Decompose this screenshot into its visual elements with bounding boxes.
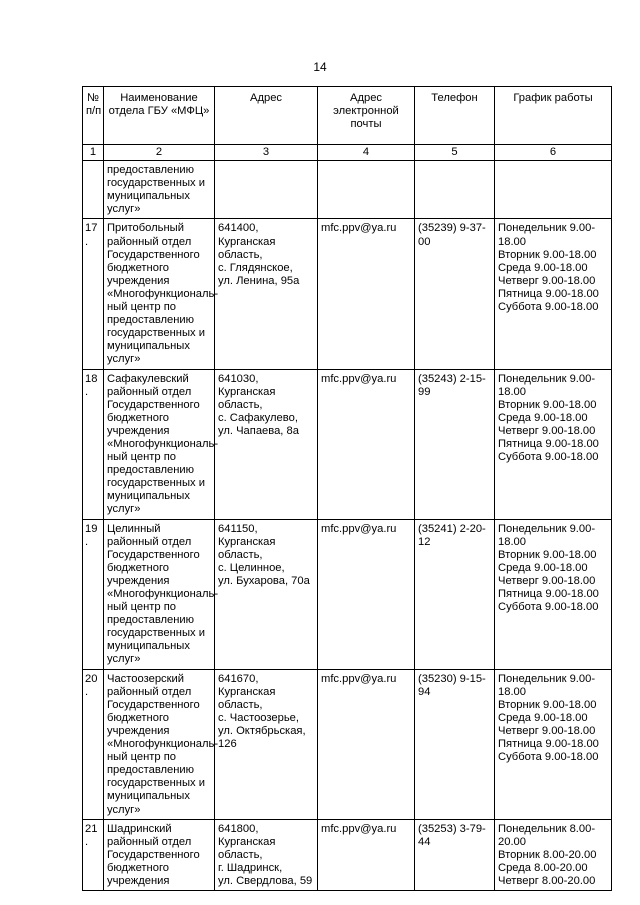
text-line: Курганская: [218, 235, 276, 248]
text-line: Четверг 9.00-18.00: [498, 274, 596, 287]
phone: [415, 219, 495, 369]
address: [215, 369, 318, 519]
text-line: (35239) 9-37-: [418, 222, 486, 235]
text-line: Адрес: [249, 92, 283, 104]
text-line: почты: [350, 118, 382, 131]
schedule: [495, 819, 612, 890]
text-line: государственных и: [107, 477, 205, 490]
row-number: [83, 161, 104, 219]
text-line: Вторник 9.00-18.00: [498, 698, 597, 711]
department-name: [104, 219, 219, 369]
header-cell: [318, 87, 415, 145]
text-line: Вторник 9.00-18.00: [498, 398, 597, 411]
phone: [415, 519, 495, 669]
page-number: 14: [313, 60, 327, 74]
text-line: бюджетного: [107, 261, 169, 274]
text-line: 18.00: [498, 535, 526, 548]
text-line: Шадринский: [107, 822, 172, 835]
header-cell: [495, 87, 612, 145]
text-line: Вторник 8.00-20.00: [498, 848, 597, 861]
text-line: п/п: [86, 105, 102, 118]
department-name: [104, 819, 215, 890]
address: [215, 161, 318, 219]
column-number: 2: [104, 145, 215, 161]
text-line: 18.00: [498, 385, 526, 398]
text-line: Целинный: [107, 522, 161, 535]
text-line: Суббота 9.00-18.00: [498, 301, 599, 314]
text-line: 641150,: [218, 522, 258, 535]
email: mfc.ppv@ya.ru: [318, 819, 415, 890]
text-line: Суббота 9.00-18.00: [498, 451, 599, 464]
text-line: График работы: [513, 92, 593, 104]
schedule: [495, 219, 612, 369]
text-line: область,: [218, 698, 263, 711]
text-line: Курганская: [218, 685, 276, 698]
text-line: районный отдел: [107, 535, 192, 548]
text-line: 20.00: [498, 835, 526, 848]
text-line: Четверг 9.00-18.00: [498, 424, 596, 437]
department-name: [104, 669, 219, 819]
email: mfc.ppv@ya.ru: [318, 369, 415, 519]
continuation-row: [83, 161, 612, 219]
address: [215, 819, 318, 890]
text-line: бюджетного: [107, 561, 169, 574]
text-line: учреждения: [107, 274, 170, 287]
text-line: Понедельник 9.00-: [498, 672, 596, 685]
text-line: область,: [218, 398, 263, 411]
text-line: Четверг 9.00-18.00: [498, 724, 596, 737]
table-row: [83, 819, 612, 890]
header-cell: [83, 87, 104, 145]
department-name: [104, 519, 219, 669]
text-line: ный центр по: [107, 601, 176, 614]
text-line: 94: [418, 685, 431, 698]
text-line: Притобольный: [107, 222, 184, 235]
text-line: предоставлению: [107, 164, 195, 177]
department-name: [104, 369, 219, 519]
text-line: «Многофункциональ-: [107, 738, 219, 751]
text-line: Пятница 9.00-18.00: [498, 588, 599, 600]
text-line: 641670,: [218, 672, 259, 685]
text-line: Четверг 9.00-18.00: [498, 574, 596, 587]
text-line: государственных и: [107, 177, 205, 190]
text-line: с. Глядянское,: [218, 261, 293, 274]
text-line: 641800,: [218, 822, 259, 835]
text-line: отдела ГБУ «МФЦ»: [108, 105, 210, 118]
row-number: 17.: [83, 219, 104, 369]
row-number: 18.: [83, 369, 104, 519]
column-number-row: [83, 145, 612, 161]
text-line: с. Частоозерье,: [218, 711, 300, 724]
text-line: Понедельник 9.00-: [498, 522, 596, 535]
text-line: государственных и: [107, 777, 205, 790]
text-line: ул. Бухарова, 70а: [218, 574, 310, 587]
text-line: услуг»: [107, 203, 141, 216]
email: mfc.ppv@ya.ru: [318, 519, 415, 669]
text-line: ный центр по: [107, 451, 176, 464]
text-line: Курганская: [218, 385, 276, 398]
header-cell: [104, 87, 215, 145]
column-number: 5: [415, 145, 495, 161]
column-number: 1: [83, 145, 104, 161]
schedule: [495, 519, 612, 669]
text-line: бюджетного: [107, 711, 169, 724]
phone: [415, 369, 495, 519]
text-line: с. Сафакулево,: [218, 411, 298, 424]
text-line: Телефон: [431, 92, 478, 104]
phone: [415, 669, 495, 819]
text-line: (35253) 3-79-: [418, 822, 486, 835]
text-line: районный отдел: [107, 685, 192, 698]
text-line: Пятница 9.00-18.00: [498, 287, 599, 300]
column-number: 4: [318, 145, 415, 161]
text-line: услуг»: [107, 653, 141, 666]
text-line: Среда 9.00-18.00: [498, 261, 588, 274]
text-line: районный отдел: [107, 235, 192, 248]
text-line: область,: [218, 548, 263, 561]
text-line: Четверг 8.00-20.00: [498, 874, 596, 887]
text-line: районный отдел: [107, 385, 192, 398]
table-row: [83, 519, 612, 669]
text-line: Вторник 9.00-18.00: [498, 248, 597, 261]
text-line: (35243) 2-15-: [418, 372, 486, 385]
text-line: государственных и: [107, 327, 205, 340]
text-line: «Многофункциональ-: [107, 437, 219, 450]
text-line: Понедельник 9.00-: [498, 372, 596, 385]
row-number: 20.: [83, 669, 104, 819]
header-cell: [415, 87, 495, 145]
text-line: область,: [218, 248, 263, 261]
text-line: «Многофункциональ-: [107, 287, 219, 300]
text-line: муниципальных: [107, 790, 190, 803]
text-line: Государственного: [107, 698, 200, 711]
text-line: Курганская: [218, 535, 276, 548]
text-line: Курганская: [218, 835, 276, 848]
text-line: учреждения: [107, 724, 170, 737]
text-line: 18.00: [498, 685, 526, 698]
text-line: ный центр по: [107, 751, 176, 764]
text-line: учреждения: [107, 874, 170, 887]
text-line: муниципальных: [107, 640, 190, 653]
text-line: районный отдел: [107, 835, 192, 848]
text-line: услуг»: [107, 503, 141, 516]
text-line: Государственного: [107, 848, 200, 861]
text-line: 12: [418, 535, 431, 548]
table-header-row: [83, 87, 612, 145]
text-line: Государственного: [107, 248, 200, 261]
text-line: предоставлению: [107, 314, 195, 327]
row-number: 19.: [83, 519, 104, 669]
text-line: Адрес: [349, 92, 383, 104]
text-line: 126: [218, 738, 237, 751]
text-line: Среда 9.00-18.00: [498, 711, 588, 724]
text-line: ул. Октябрьская,: [218, 724, 306, 737]
text-line: 99: [418, 385, 431, 398]
text-line: 641030,: [218, 372, 259, 385]
text-line: учреждения: [107, 574, 170, 587]
text-line: предоставлению: [107, 614, 195, 627]
column-number: 6: [495, 145, 612, 161]
column-number: 3: [215, 145, 318, 161]
text-line: 00: [418, 235, 431, 248]
text-line: №: [86, 92, 99, 104]
text-line: Понедельник 9.00-: [498, 222, 596, 235]
email: mfc.ppv@ya.ru: [318, 219, 415, 369]
table-row: [83, 669, 612, 819]
text-line: Понедельник 8.00-: [498, 822, 596, 835]
text-line: муниципальных: [107, 190, 190, 203]
text-line: услуг»: [107, 803, 141, 816]
schedule: [495, 669, 612, 819]
phone: [415, 819, 495, 890]
text-line: Государственного: [107, 548, 200, 561]
email: mfc.ppv@ya.ru: [318, 669, 415, 819]
text-line: электронной: [333, 105, 399, 118]
text-line: муниципальных: [107, 340, 190, 353]
text-line: Среда 8.00-20.00: [498, 861, 588, 874]
text-line: бюджетного: [107, 411, 169, 424]
text-line: предоставлению: [107, 764, 195, 777]
schedule: [495, 369, 612, 519]
text-line: Наименование: [120, 92, 198, 104]
text-line: ул. Свердлова, 59: [218, 874, 313, 887]
phone: [415, 161, 495, 219]
address: [215, 669, 318, 819]
department-name: [104, 161, 215, 219]
table-row: [83, 369, 612, 519]
text-line: (35241) 2-20-: [418, 522, 486, 535]
text-line: 641400,: [218, 222, 259, 235]
text-line: предоставлению: [107, 464, 195, 477]
text-line: муниципальных: [107, 490, 190, 503]
text-line: (35230) 9-15-: [418, 672, 486, 685]
schedule: [495, 161, 612, 219]
text-line: 44: [418, 835, 431, 848]
text-line: учреждения: [107, 424, 170, 437]
text-line: Частоозерский: [107, 672, 185, 685]
text-line: государственных и: [107, 627, 205, 640]
address: [215, 519, 318, 669]
mfc-departments-table: [82, 86, 612, 891]
text-line: Государственного: [107, 398, 200, 411]
table-row: [83, 219, 612, 369]
table-body: [83, 161, 612, 891]
address: [215, 219, 318, 369]
text-line: Вторник 9.00-18.00: [498, 548, 597, 561]
text-line: Пятница 9.00-18.00: [498, 437, 599, 450]
text-line: ул. Чапаева, 8а: [218, 424, 299, 437]
text-line: ул. Ленина, 95а: [218, 274, 300, 287]
text-line: 18.00: [498, 235, 526, 248]
text-line: с. Целинное,: [218, 561, 285, 574]
text-line: г. Шадринск,: [218, 861, 283, 874]
email: [318, 161, 415, 219]
text-line: Среда 9.00-18.00: [498, 411, 588, 424]
text-line: Среда 9.00-18.00: [498, 561, 588, 574]
text-line: область,: [218, 848, 263, 861]
row-number: 21.: [83, 819, 104, 890]
text-line: Суббота 9.00-18.00: [498, 751, 599, 764]
text-line: Сафакулевский: [107, 372, 189, 385]
header-cell: [215, 87, 318, 145]
text-line: Пятница 9.00-18.00: [498, 738, 599, 751]
text-line: «Многофункциональ-: [107, 588, 219, 600]
text-line: услуг»: [107, 353, 141, 366]
text-line: Суббота 9.00-18.00: [498, 601, 599, 614]
text-line: ный центр по: [107, 301, 176, 314]
text-line: бюджетного: [107, 861, 169, 874]
